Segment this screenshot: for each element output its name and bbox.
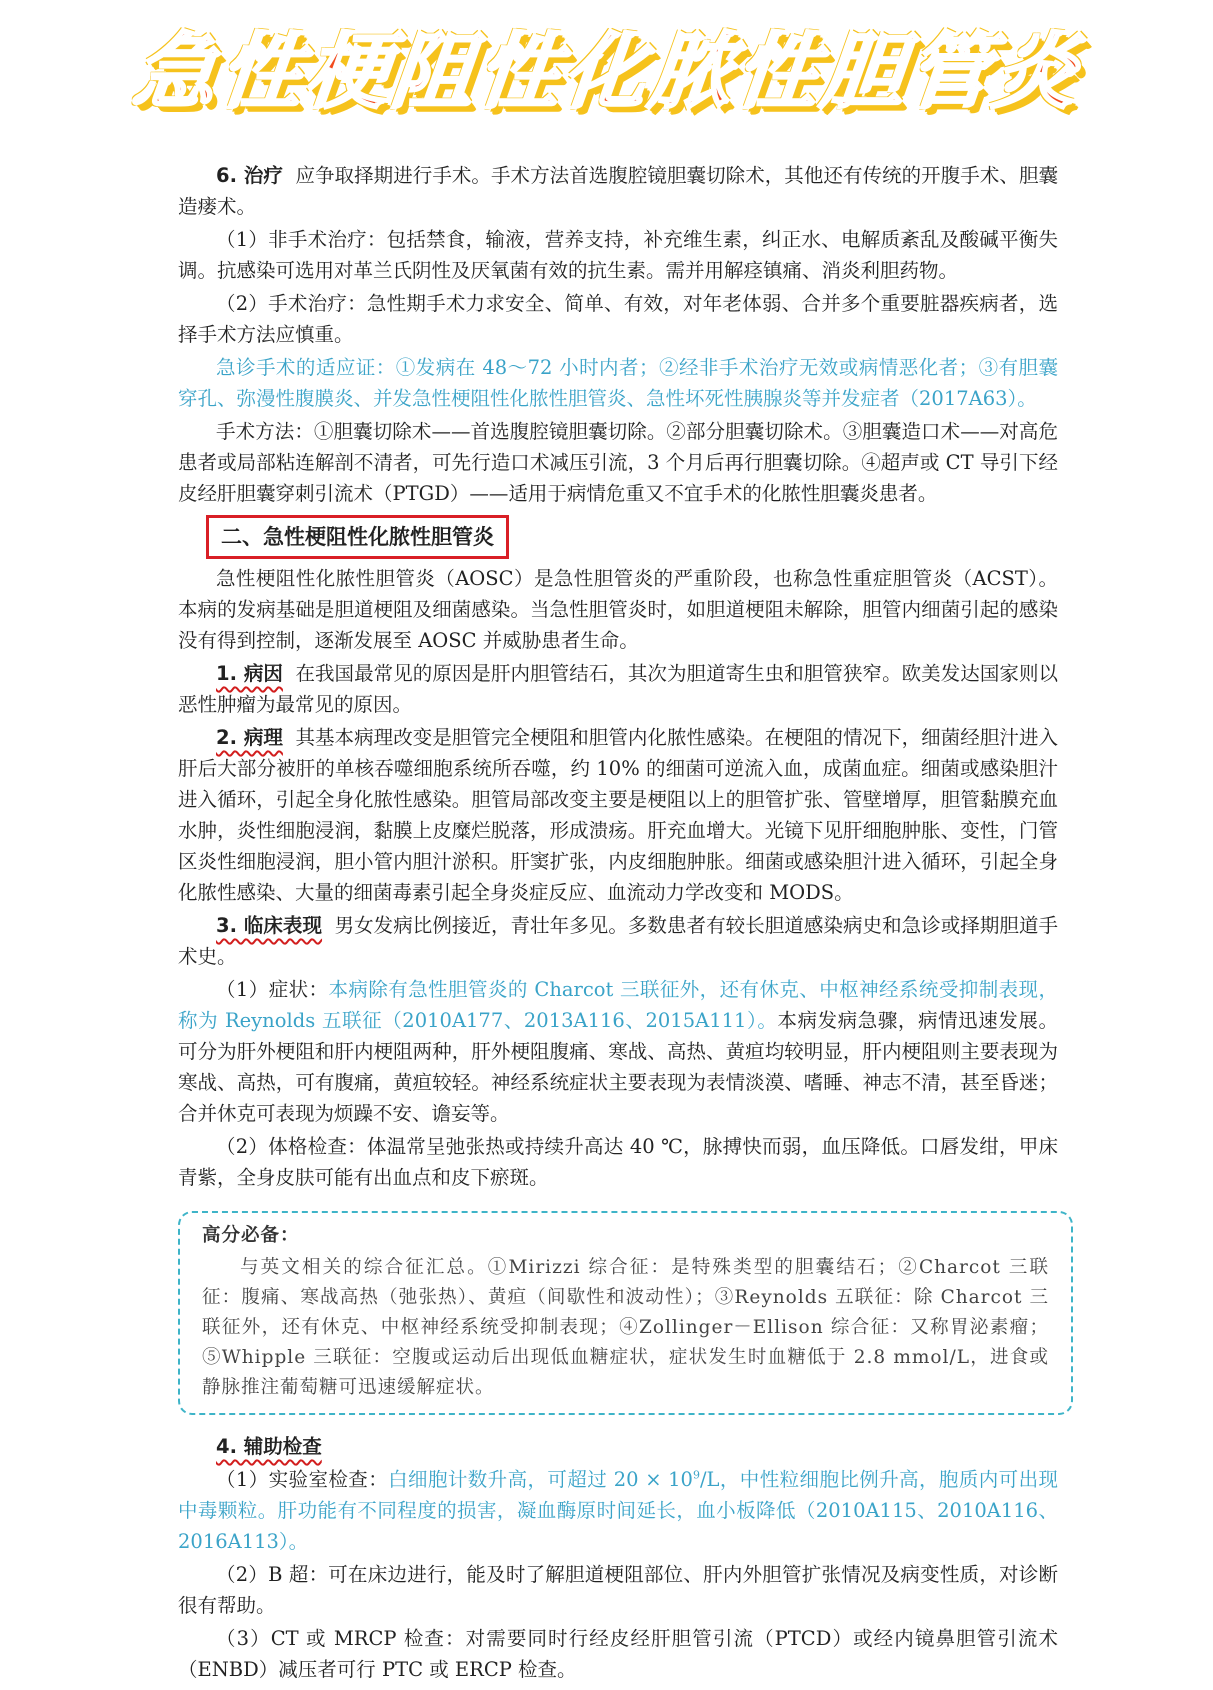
treatment-heading: 6. 治疗 — [216, 164, 283, 187]
section-title-box — [206, 515, 509, 559]
treatment-surgical: （2）手术治疗：急性期手术力求安全、简单、有效，对年老体弱、合并多个重要脏器疾病者，选择手术方法应慎重。 — [178, 292, 1058, 346]
lab-highlight-post: /L，中性粒细胞比例升高，胞质内可出现中毒颗粒。肝功能有不同程度的损害，凝血酶原时间延长，血小板降低（2010A115、2010A116、2016A113）。 — [178, 1468, 1058, 1553]
cause-paragraph — [178, 658, 1058, 720]
document-body — [178, 160, 1058, 1687]
lab-label: （1）实验室检查： — [216, 1468, 389, 1491]
symptoms-label: （1）症状： — [216, 978, 329, 1001]
section-title: 二、急性梗阻性化脓性胆管炎 — [221, 525, 494, 549]
page-banner — [0, 18, 1213, 138]
symptoms-text: 本病发病急骤，病情迅速发展。可分为肝外梗阻和肝内梗阻两种，肝外梗阻腹痛、寒战、高热、黄疸均较明显，肝内梗阻则主要表现为寒战、高热，可有腹痛，黄疸较轻。神经系统症状主要表现为表情淡漠、嗜睡、神志不清，甚至昏迷；合并休克可表现为烦躁不安、谵妄等。 — [178, 1009, 1058, 1125]
callout-body: 与英文相关的综合征汇总。①Mirizzi 综合征：是特殊类型的胆囊结石；②Charcot 三联征：腹痛、寒战高热（弛张热）、黄疸（间歇性和波动性）；③Reynolds 五联征：除 Charcot 三联征外，还有休克、中枢神经系统受抑制表现；④Zollinger－Ellison 综合征：又称胃泌素瘤；⑤Whipple 三联征：空腹或运动后出现低血糖症状，症状发生时血糖低于 2.8 mmol/L，进食或静脉推注葡萄糖可迅速缓解症状。 — [202, 1257, 1049, 1398]
cause-text: 在我国最常见的原因是肝内胆管结石，其次为胆道寄生虫和胆管狭窄。欧美发达国家则以恶性肿瘤为最常见的原因。 — [178, 662, 1058, 716]
lab-highlight-pre: 白细胞计数升高，可超过 20 × 10 — [388, 1468, 693, 1491]
high-score-callout — [178, 1211, 1073, 1415]
symptoms-paragraph — [178, 974, 1058, 1129]
pathology-heading: 2. 病理 — [216, 726, 283, 749]
treatment-intro-text: 应争取择期进行手术。手术方法首选腹腔镜胆囊切除术，其他还有传统的开腹手术、胆囊造瘘术。 — [178, 164, 1058, 218]
aosc-intro: 急性梗阻性化脓性胆管炎（AOSC）是急性胆管炎的严重阶段，也称急性重症胆管炎（ACST）。本病的发病基础是胆道梗阻及细菌感染。当急性胆管炎时，如胆道梗阻未解除，胆管内细菌引起的感染没有得到控制，逐渐发展至 AOSC 并威胁患者生命。 — [178, 567, 1058, 652]
ct-paragraph: （3）CT 或 MRCP 检查：对需要同时行经皮经肝胆管引流（PTCD）或经内镜鼻胆管引流术（ENBD）减压者可行 PTC 或 ERCP 检查。 — [178, 1627, 1058, 1681]
banner-title: 急性梗阻性化脓性胆管炎 — [128, 25, 1085, 120]
treatment-emergency-indications: 急诊手术的适应证：①发病在 48～72 小时内者；②经非手术治疗无效或病情恶化者；③有胆囊穿孔、弥漫性腹膜炎、并发急性梗阻性化脓性胆管炎、急性坏死性胰腺炎等并发症者（2017A63）。 — [178, 356, 1058, 410]
auxiliary-heading-line — [178, 1431, 1058, 1462]
ultrasound-paragraph: （2）B 超：可在床边进行，能及时了解胆道梗阻部位、肝内外胆管扩张情况及病变性质，对诊断很有帮助。 — [178, 1563, 1058, 1617]
clinical-heading: 3. 临床表现 — [216, 914, 323, 937]
treatment-intro — [178, 160, 1058, 222]
pathology-paragraph — [178, 722, 1058, 908]
treatment-methods: 手术方法：①胆囊切除术——首选腹腔镜胆囊切除。②部分胆囊切除术。③胆囊造口术——对高危患者或局部粘连解剖不清者，可先行造口术减压引流，3 个月后再行胆囊切除。④超声或 CT 导引下经皮经肝胆囊穿刺引流术（PTGD）——适用于病情危重又不宜手术的化脓性胆囊炎患者。 — [178, 420, 1058, 505]
clinical-paragraph — [178, 910, 1058, 972]
treatment-nonsurgical: （1）非手术治疗：包括禁食，输液，营养支持，补充维生素，纠正水、电解质紊乱及酸碱平衡失调。抗感染可选用对革兰氏阴性及厌氧菌有效的抗生素。需并用解痉镇痛、消炎利胆药物。 — [178, 228, 1058, 282]
lab-exponent: 9 — [692, 1468, 700, 1482]
lab-paragraph — [178, 1464, 1058, 1557]
physical-exam-paragraph: （2）体格检查：体温常呈弛张热或持续升高达 40 ℃，脉搏快而弱，血压降低。口唇发绀，甲床青紫，全身皮肤可能有出血点和皮下瘀斑。 — [178, 1135, 1058, 1189]
symptoms-highlight: 本病除有急性胆管炎的 Charcot 三联征外，还有休克、中枢神经系统受抑制表现，称为 Reynolds 五联征（2010A177、2013A116、2015A111）。 — [178, 978, 1058, 1032]
callout-title: 高分必备： — [202, 1225, 300, 1246]
cause-heading: 1. 病因 — [216, 662, 283, 685]
clinical-text: 男女发病比例接近，青壮年多见。多数患者有较长胆道感染病史和急诊或择期胆道手术史。 — [178, 914, 1058, 968]
pathology-text: 其基本病理改变是胆管完全梗阻和胆管内化脓性感染。在梗阻的情况下，细菌经胆汁进入肝后大部分被肝的单核吞噬细胞系统所吞噬，约 10% 的细菌可逆流入血，成菌血症。细菌或感染胆汁进入循环，引起全身化脓性感染。胆管局部改变主要是梗阻以上的胆管扩张、管壁增厚，胆管黏膜充血水肿，炎性细胞浸润，黏膜上皮糜烂脱落，形成溃疡。肝充血增大。光镜下见肝细胞肿胀、变性，门管区炎性细胞浸润，胆小管内胆汁淤积。肝窦扩张，内皮细胞肿胀。细菌或感染胆汁进入循环，引起全身化脓性感染、大量的细菌毒素引起全身炎症反应、血流动力学改变和 MODS。 — [178, 726, 1058, 904]
auxiliary-heading: 4. 辅助检查 — [216, 1435, 322, 1458]
